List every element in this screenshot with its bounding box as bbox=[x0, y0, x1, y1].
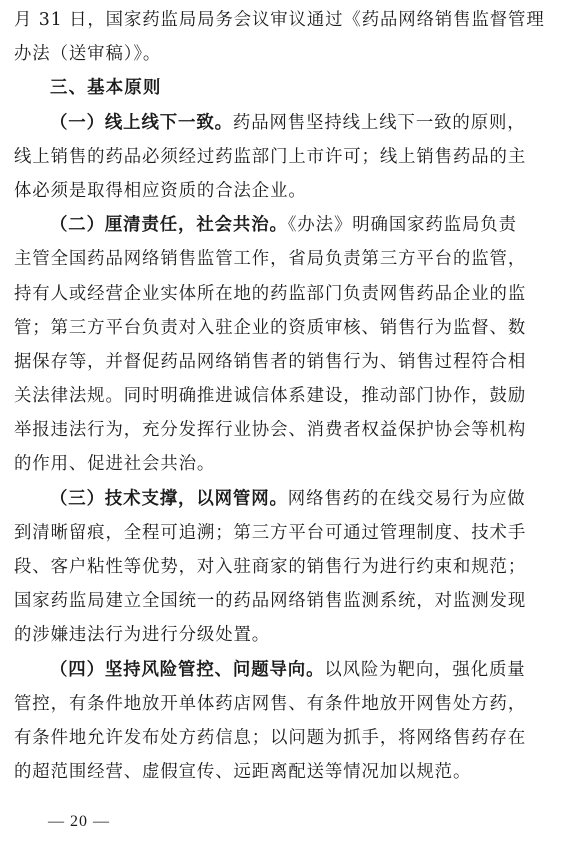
principle-first-line bbox=[14, 653, 559, 687]
principle-line: 国家药监局建立全国统一的药品网络销售监测系统，对监测发现 bbox=[14, 591, 527, 612]
principle-text: 网络售药的在线交易行为应做 bbox=[287, 488, 526, 509]
intro-line: 办法（送审稿）》。 bbox=[14, 44, 162, 65]
principle-lead: （四）坚持风险管控、问题导向。 bbox=[50, 659, 325, 680]
principle-line: 据保存等，并督促药品网络销售者的销售行为、销售过程符合相 bbox=[14, 351, 527, 372]
principle-lead: （三）技术支撑，以网管网。 bbox=[50, 488, 288, 509]
principle-line: 管；第三方平台负责对入驻企业的资质审核、销售行为监督、数 bbox=[14, 317, 527, 338]
principle-line: 管控，有条件地放开单体药店网售、有条件地放开网售处方药， bbox=[14, 693, 527, 714]
page-number: — 20 — bbox=[48, 813, 110, 830]
principle-text: 药品网售坚持线上线下一致的原则， bbox=[232, 112, 526, 133]
principle-line: 的超范围经营、虚假宣传、远距离配送等情况加以规范。 bbox=[14, 762, 472, 783]
principle-line: 到清晰留痕，全程可追溯；第三方平台可通过管理制度、技术手 bbox=[14, 522, 527, 543]
principle-lead: （二）厘清责任，社会共治。 bbox=[50, 215, 288, 236]
principle-first-line bbox=[14, 208, 559, 242]
principle-line: 举报违法行为，充分发挥行业协会、消费者权益保护协会等机构 bbox=[14, 420, 527, 441]
principle-text: 以风险为靶向，强化质量 bbox=[324, 659, 526, 680]
principle-line: 关法律法规。同时明确推进诚信体系建设，推动部门协作，鼓励 bbox=[14, 386, 527, 407]
principle-line: 的作用、促进社会共治。 bbox=[14, 454, 216, 475]
principle-line: 体必须是取得相应资质的合法企业。 bbox=[14, 180, 307, 201]
intro-line: 月 31 日，国家药监局局务会议审议通过《药品网络销售监督管理 bbox=[14, 10, 545, 30]
principle-line: 的涉嫌违法行为进行分级处置。 bbox=[14, 625, 271, 646]
principle-first-line bbox=[14, 106, 559, 140]
principle-line: 段、客户粘性等优势，对入驻商家的销售行为进行约束和规范； bbox=[14, 557, 527, 577]
principle-line: 有条件地允许发布处方药信息；以问题为抓手，将网络售药存在 bbox=[14, 727, 527, 748]
principle-line: 线上销售的药品必须经过药监部门上市许可；线上销售药品的主 bbox=[14, 146, 527, 167]
principle-text: 《办法》明确国家药监局负责 bbox=[287, 215, 517, 236]
section-heading: 三、基本原则 bbox=[50, 78, 162, 99]
principle-first-line bbox=[14, 482, 559, 516]
principle-lead: （一）线上线下一致。 bbox=[50, 112, 233, 133]
document-body bbox=[14, 3, 559, 789]
principle-line: 主管全国药品网络销售监管工作，省局负责第三方平台的监管， bbox=[14, 249, 527, 270]
principle-line: 持有人或经营企业实体所在地的药监部门负责网售药品企业的监 bbox=[14, 283, 527, 304]
